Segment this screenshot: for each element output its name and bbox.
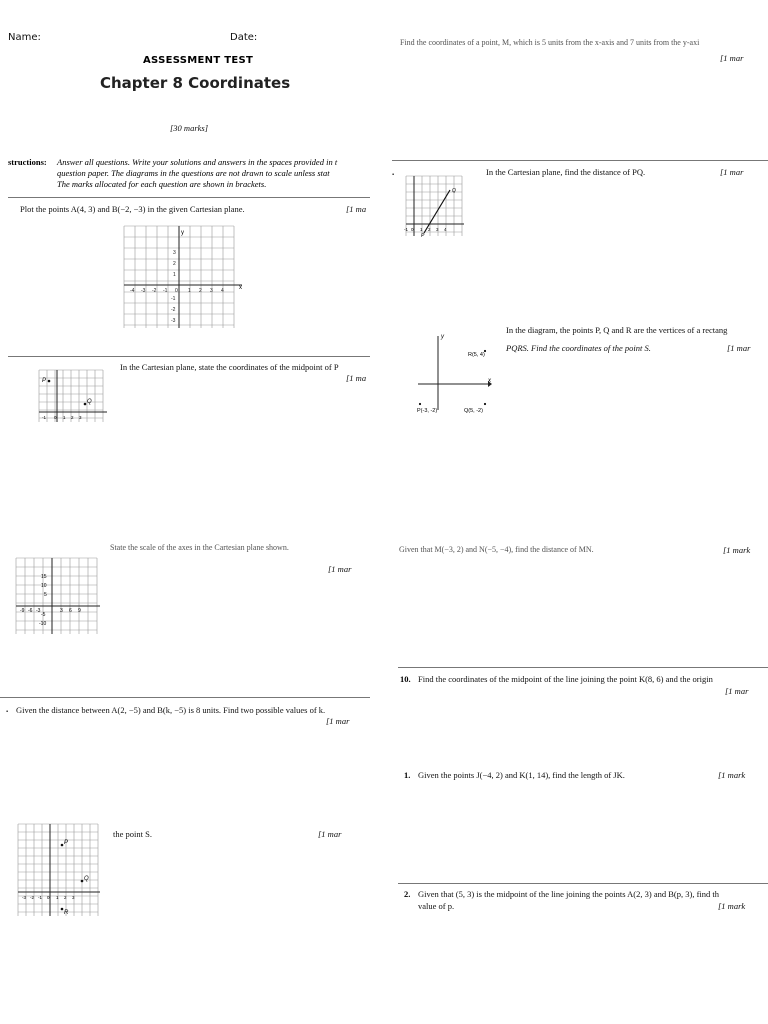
fig1-x-tick: 3 (210, 288, 213, 294)
fig5-x-tick: 2 (428, 227, 431, 232)
fig1-y-tick: 3 (173, 250, 176, 256)
fig2-point-q-label: Q (87, 399, 92, 405)
question-8-line-1-clip (506, 325, 768, 336)
fig3-y-tick: -10 (39, 621, 47, 627)
question-5-mark: [1 mar (318, 829, 342, 839)
fig3-x-tick: -6 (28, 608, 33, 614)
fig3-x-tick: 6 (69, 608, 72, 614)
fig6-x-label: x (488, 378, 491, 384)
divider (0, 697, 370, 698)
fig6-r-label: R(5, 4) (468, 352, 485, 358)
question-6-clip (400, 38, 750, 48)
fig4-x-tick: 0 (47, 895, 50, 900)
fig2-x-tick: -1 (42, 415, 47, 420)
question-3-clip (110, 543, 370, 554)
question-12-mark: [1 mark (718, 901, 746, 911)
question-1-mark: [1 ma (346, 204, 367, 214)
instructions-line-2: question paper. The diagrams in the questions are not drawn to scale unless stat (57, 168, 330, 178)
figure-1-grid (122, 224, 246, 330)
question-10-text: Find the coordinates of the midpoint of the line joining the point K(8, 6) and the origin (418, 674, 713, 684)
question-9-clip (399, 545, 659, 555)
fig6-y-label: y (441, 334, 444, 340)
fig1-x-label: x (239, 285, 242, 291)
fig1-y-tick: 2 (173, 261, 176, 267)
fig1-y-label: y (181, 230, 184, 236)
fig5-x-tick: 0 (411, 227, 414, 232)
fig5-x-tick: 1 (420, 227, 423, 232)
fig5-x-tick: -1 (404, 227, 409, 232)
fig2-x-tick: 3 (79, 415, 82, 420)
point-q-marker (84, 403, 87, 406)
figure-6-rectangle (412, 330, 494, 428)
question-3-text: State the scale of the axes in the Cartesian plane shown. (110, 543, 289, 552)
question-7-bullet: . (392, 167, 395, 177)
date-label: Date: (230, 32, 258, 43)
fig1-y-tick: 1 (173, 272, 176, 278)
fig3-x-tick: -3 (36, 608, 41, 614)
figure-5-grid (404, 174, 466, 238)
question-11-mark: [1 mark (718, 770, 746, 780)
figure-2-grid (37, 368, 109, 424)
fig4-x-tick: 1 (56, 895, 59, 900)
point-p-marker (61, 844, 64, 847)
question-9-mark-clip (723, 545, 768, 555)
question-10-mark: [1 mar (725, 686, 749, 696)
fig4-point-r-label: R (64, 910, 69, 916)
fig5-x-tick: 3 (436, 227, 439, 232)
question-7-text: In the Cartesian plane, find the distance of PQ. (486, 167, 646, 177)
divider (398, 883, 768, 884)
fig1-y-tick: -1 (171, 296, 176, 302)
fig1-x-tick: -3 (141, 288, 146, 294)
fig1-x-tick: 2 (199, 288, 202, 294)
question-11-number: 1. (404, 770, 411, 780)
point-q-marker (484, 403, 486, 405)
fig1-x-tick: -1 (163, 288, 168, 294)
fig1-y-tick: -2 (171, 307, 176, 313)
fig2-x-tick: 1 (63, 415, 66, 420)
fig4-x-tick: -3 (22, 895, 27, 900)
question-2-mark: [1 ma (346, 373, 367, 383)
fig4-point-q-label: Q (84, 876, 89, 882)
figure-4-grid (16, 822, 102, 918)
instructions-label: structions: (8, 157, 47, 167)
fig1-x-tick: -2 (152, 288, 157, 294)
divider (398, 667, 768, 668)
instructions-line-1: Answer all questions. Write your solutions and answers in the spaces provided in t (57, 157, 338, 167)
fig2-x-tick: 0 (54, 415, 57, 420)
fig1-x-tick: 4 (221, 288, 224, 294)
fig2-point-p-label: P (42, 378, 47, 384)
question-8-mark: [1 mar (727, 343, 751, 353)
fig1-y-tick: -3 (171, 318, 176, 324)
fig3-y-tick: 10 (41, 583, 47, 589)
question-10-number: 10. (400, 674, 411, 684)
point-r-marker (61, 908, 64, 911)
divider (8, 356, 370, 357)
fig1-x-tick: 1 (188, 288, 191, 294)
question-2-text: In the Cartesian plane, state the coordinates of the midpoint of P (120, 362, 339, 372)
fig4-point-p-label: P (64, 840, 69, 846)
chapter-title-clip (100, 74, 291, 96)
fig5-point-q-label: Q (452, 188, 456, 194)
fig4-x-tick: 2 (64, 895, 67, 900)
total-marks: [30 marks] (170, 123, 209, 133)
divider (8, 197, 370, 198)
fig1-x-tick: -4 (130, 288, 135, 294)
question-3-mark: [1 mar (328, 564, 352, 574)
question-11-text: Given the points J(−4, 2) and K(1, 14), find the length of JK. (418, 770, 625, 780)
fig4-x-tick: -1 (38, 895, 43, 900)
fig3-y-tick: 5 (44, 592, 47, 598)
question-12-number: 2. (404, 889, 411, 899)
fig3-y-tick: 15 (41, 574, 47, 580)
question-8-line-2: PQRS. Find the coordinates of the point S. (506, 343, 651, 353)
question-4-text: Given the distance between A(2, −5) and B(k, −5) is 8 units. Find two possible values of k. (16, 705, 326, 715)
question-12-line-1: Given that (5, 3) is the midpoint of the line joining the points A(2, 3) and B(p, 3), find th (418, 889, 720, 899)
question-6-mark: [1 mar (720, 53, 744, 63)
fig1-x-tick: 0 (175, 288, 178, 294)
point-p-marker (419, 403, 421, 405)
question-9-text: Given that M(−3, 2) and N(−5, −4), find the distance of MN. (399, 545, 594, 554)
instructions-line-3: The marks allocated for each question are shown in brackets. (57, 179, 267, 189)
question-6-text: Find the coordinates of a point, M, which is 5 units from the x-axis and 7 units from the y-axi (400, 38, 700, 47)
fig4-x-tick: -2 (30, 895, 35, 900)
fig6-q-label: Q(5, -2) (464, 408, 483, 414)
fig5-point-p-label: P (421, 233, 425, 239)
fig6-p-label: P(-3, -2) (417, 408, 438, 414)
fig3-x-tick: 9 (78, 608, 81, 614)
fig3-x-tick: -9 (20, 608, 25, 614)
point-p-marker (48, 380, 51, 383)
question-4-bullet: . (6, 704, 9, 714)
figure-3-grid (14, 556, 102, 636)
test-title: ASSESSMENT TEST (143, 55, 254, 66)
fig4-x-tick: 3 (72, 895, 75, 900)
question-9-mark: [1 mark (723, 545, 751, 555)
question-12-line-2: value of p. (418, 901, 455, 911)
divider (392, 160, 768, 161)
fig5-x-tick: 4 (444, 227, 447, 232)
question-4-mark: [1 mar (326, 716, 350, 726)
name-label: Name: (8, 32, 41, 43)
question-5-text: the point S. (113, 829, 152, 839)
question-7-mark: [1 mar (720, 167, 744, 177)
question-8-line-1: In the diagram, the points P, Q and R are the vertices of a rectang (506, 325, 728, 335)
fig2-x-tick: 2 (71, 415, 74, 420)
point-q-marker (81, 880, 84, 883)
chapter-title: Chapter 8 Coordinates (100, 74, 291, 92)
fig3-x-tick: 3 (60, 608, 63, 614)
fig3-y-tick: -5 (41, 612, 46, 618)
question-1-text: Plot the points A(4, 3) and B(−2, −3) in the given Cartesian plane. (20, 204, 245, 214)
